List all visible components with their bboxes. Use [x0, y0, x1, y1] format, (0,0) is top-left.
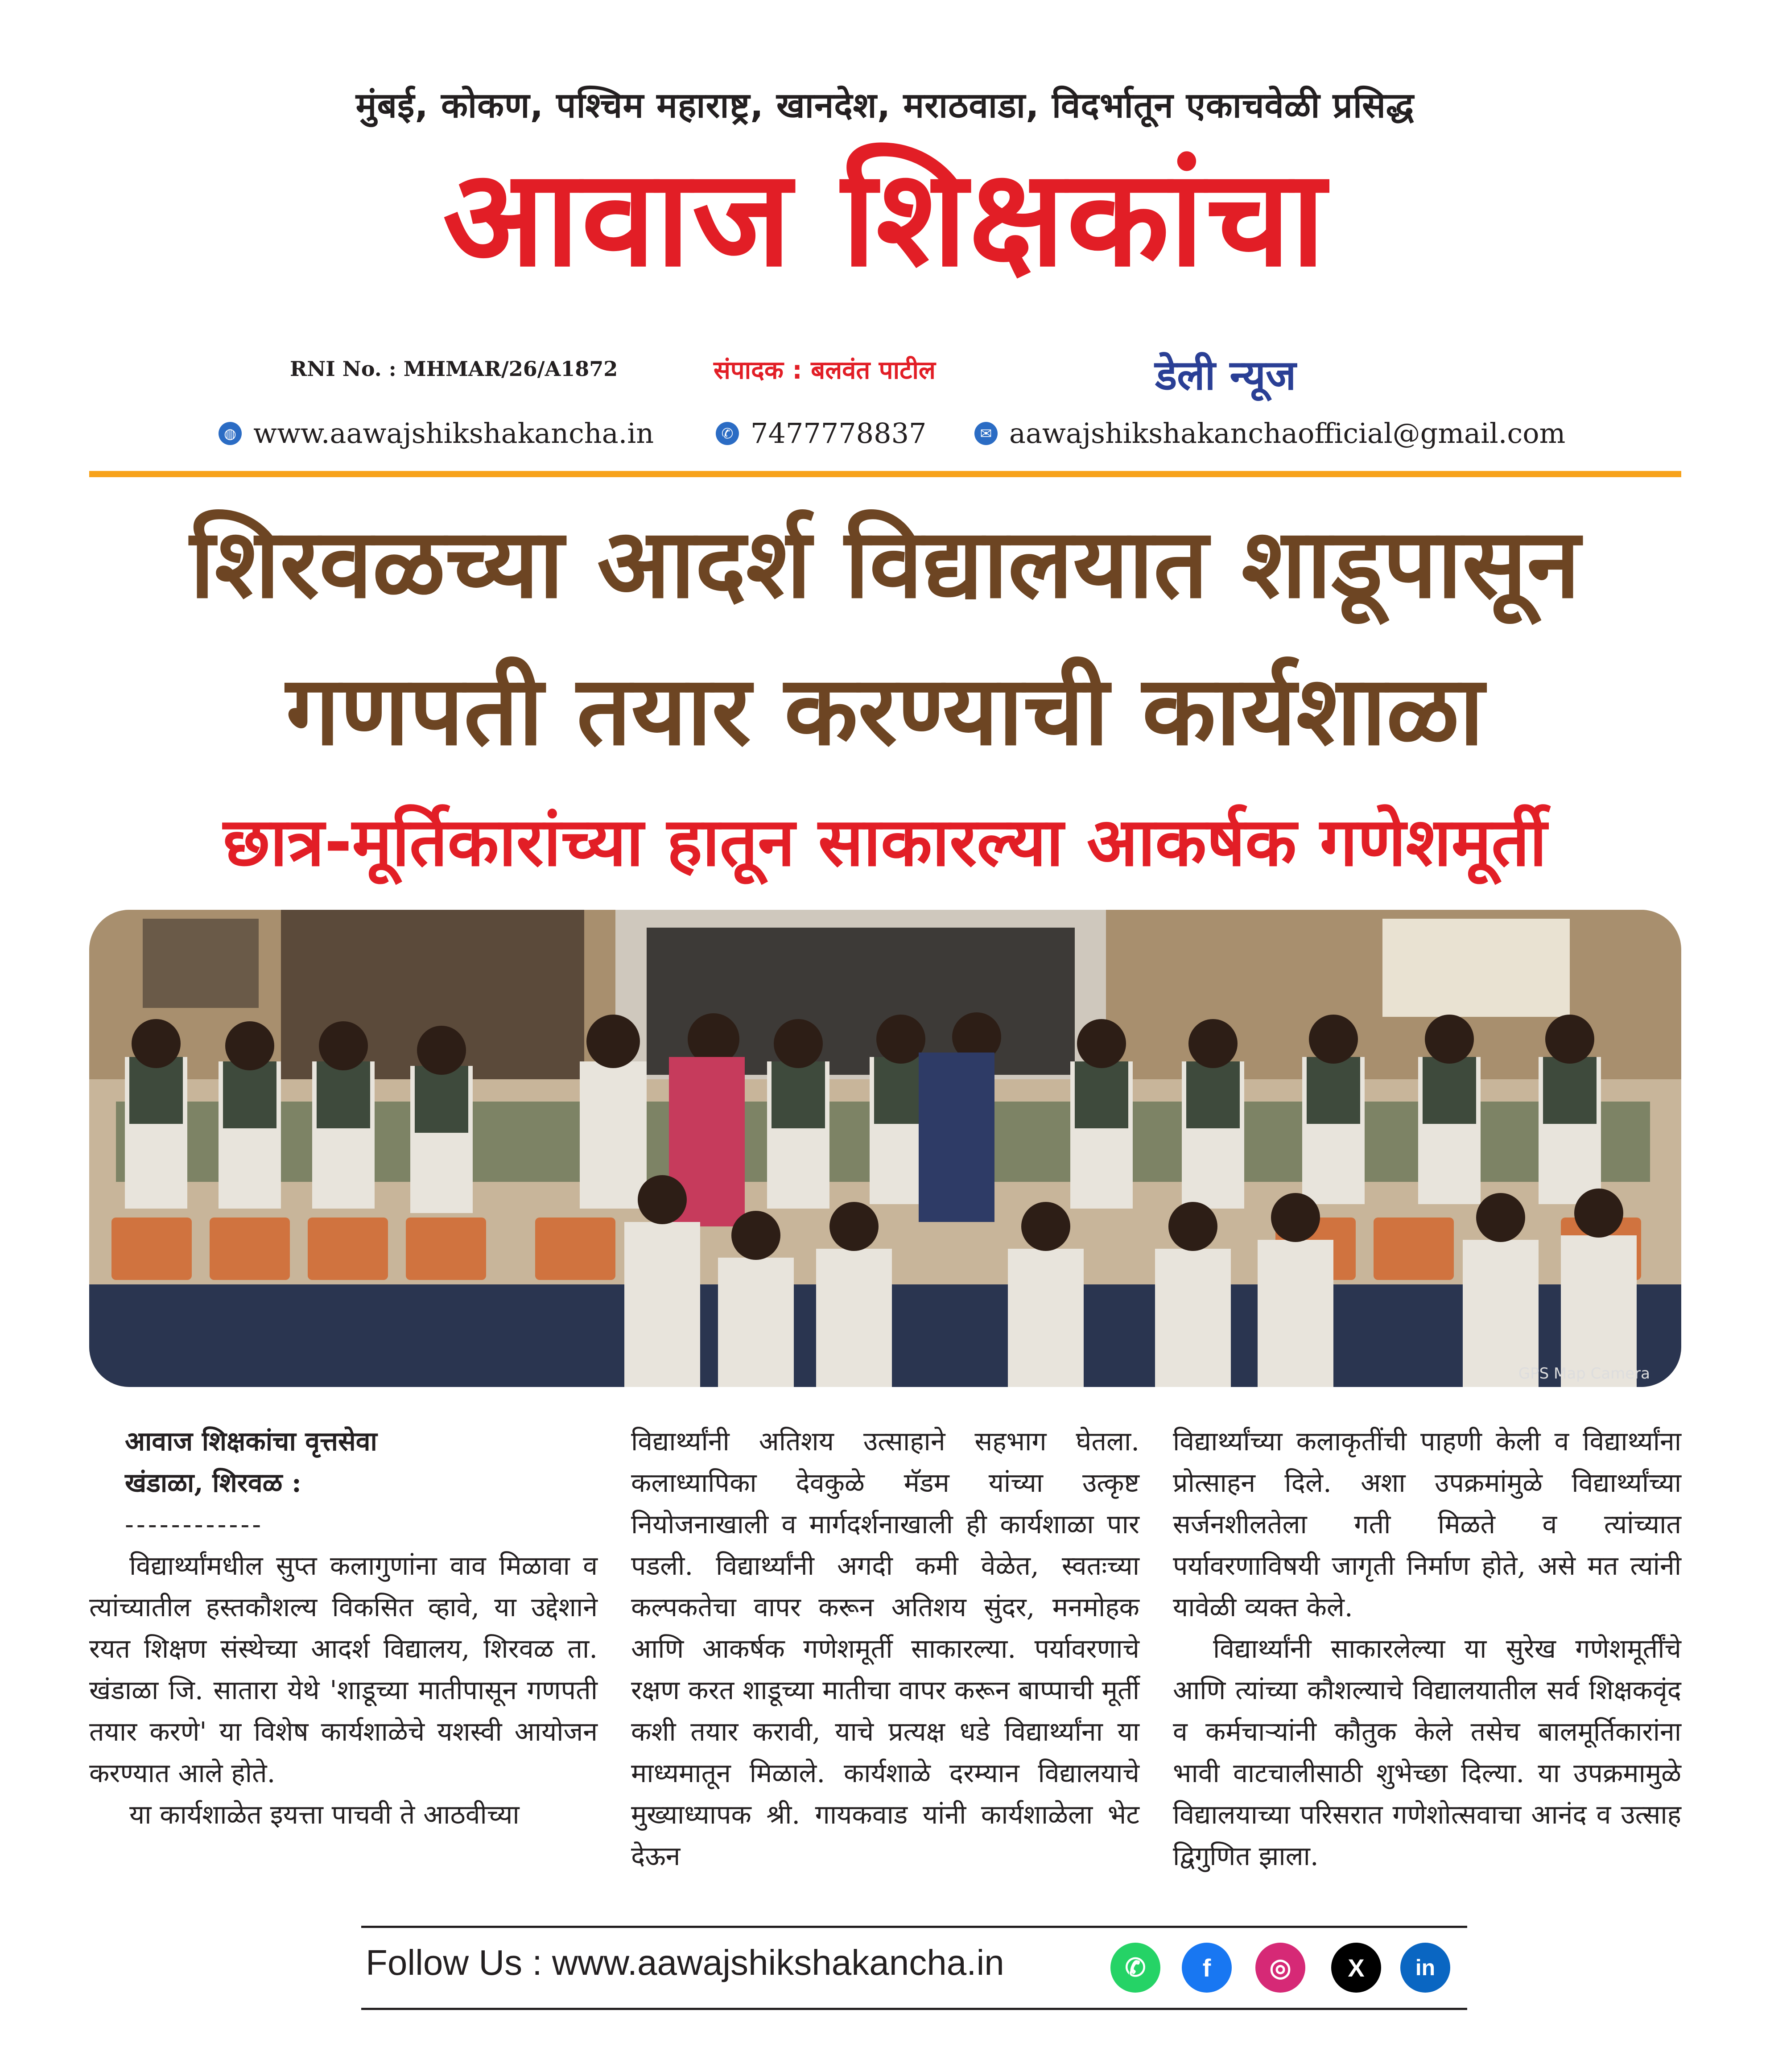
article-column-1 — [89, 1420, 598, 1835]
edition-label: डेली न्यूज — [1155, 351, 1296, 399]
phone-contact — [716, 417, 926, 450]
follow-us-text[interactable]: Follow Us : www.aawajshikshakancha.in — [366, 1943, 1004, 1982]
newspaper-title: आवाज शिक्षकांचा — [442, 140, 1328, 296]
masthead-tagline: मुंबई, कोकण, पश्चिम महाराष्ट्र, खानदेश, मराठवाडा, विदर्भातून एकाचवेळी प्रसिद्ध — [355, 86, 1415, 126]
email-link[interactable]: aawajshikshakanchaofficial@gmail.com — [1009, 417, 1566, 450]
email-contact — [974, 417, 1565, 450]
phone-icon: ✆ — [716, 422, 739, 445]
instagram-icon[interactable]: ◎ — [1255, 1943, 1305, 1993]
website-link[interactable]: www.aawajshikshakancha.in — [253, 417, 654, 450]
paragraph: विद्यार्थ्यांनी साकारलेल्या या सुरेख गणेशमूर्तींचे आणि त्यांच्या कौशल्याचे विद्यालयातील सर्व शिक्षकवृंद व कर्मचाऱ्यांनी कौतुक केले तसेच बालमूर्तिकारांना भावी वाटचालीसाठी शुभेच्छा दिल्या. या उपक्रमामुळे विद्यालयाच्या परिसरात गणेशोत्सवाचा आनंद व उत्साह द्विगुणित झाला. — [1173, 1633, 1681, 1871]
editor-credit: संपादक : बलवंत पाटील — [714, 356, 936, 385]
whatsapp-icon[interactable]: ✆ — [1110, 1943, 1160, 1993]
article-column-2 — [631, 1420, 1139, 1877]
paragraph: या कार्यशाळेत इयत्ता पाचवी ते आठवीच्या — [129, 1799, 520, 1830]
separator: ------------ — [125, 1509, 264, 1540]
linkedin-icon[interactable]: in — [1400, 1943, 1450, 1993]
footer-top-rule — [361, 1926, 1467, 1928]
subheadline: छात्र-मूर्तिकारांच्या हातून साकारल्या आकर्षक गणेशमूर्ती — [223, 804, 1547, 881]
email-icon: ✉ — [974, 422, 998, 445]
phone-number[interactable]: 7477778837 — [751, 417, 927, 450]
photo-watermark: GPS Map Camera — [1518, 1365, 1650, 1383]
globe-icon: ◍ — [219, 422, 242, 445]
byline: आवाज शिक्षकांचा वृत्तसेवा — [125, 1426, 377, 1457]
headline-line-2: गणपती तयार करण्याची कार्यशाळा — [286, 655, 1484, 767]
headline-line-1: शिरवळच्या आदर्श विद्यालयात शाडूपासून — [190, 508, 1580, 619]
footer-bottom-rule — [361, 2008, 1467, 2010]
rni-number: RNI No. : MHMAR/26/A1872 — [290, 357, 618, 381]
website-contact — [219, 417, 654, 450]
facebook-icon[interactable]: f — [1182, 1943, 1232, 1993]
photo-illustration — [89, 910, 1681, 1387]
paragraph: विद्यार्थ्यांनी अतिशय उत्साहाने सहभाग घेतला. कलाध्यापिका देवकुळे मॅडम यांच्या उत्कृष्ट नियोजनाखाली व मार्गदर्शनाखाली ही कार्यशाळा पार पडली. विद्यार्थ्यांनी अगदी कमी वेळेत, स्वतःच्या कल्पकतेचा वापर करून अतिशय सुंदर, मनमोहक आणि आकर्षक गणेशमूर्ती साकारल्या. पर्यावरणाचे रक्षण करत शाडूच्या मातीचा वापर करून बाप्पाची मूर्ती कशी तयार करावी, याचे प्रत्यक्ष धडे विद्यार्थ्यांना या माध्यमातून मिळाले. कार्यशाळे दरम्यान विद्यालयाचे मुख्याध्यापक श्री. गायकवाड यांनी कार्यशाळेला भेट देऊन — [631, 1426, 1139, 1871]
paragraph: विद्यार्थ्यांच्या कलाकृतींची पाहणी केली व विद्यार्थ्यांना प्रोत्साहन दिले. अशा उपक्रमांमुळे विद्यार्थ्यांच्या सर्जनशीलतेला गती मिळते व त्यांच्यात पर्यावरणाविषयी जागृती निर्माण होते, असे मत त्यांनी यावेळी व्यक्त केले. — [1173, 1426, 1681, 1622]
x-icon[interactable]: X — [1331, 1943, 1381, 1993]
dateline: खंडाळा, शिरवळ : — [125, 1467, 301, 1498]
paragraph: विद्यार्थ्यांमधील सुप्त कलागुणांना वाव मिळावा व त्यांच्यातील हस्तकौशल्य विकसित व्हावे, या उद्देशाने रयत शिक्षण संस्थेच्या आदर्श विद्यालय, शिरवळ ता. खंडाळा जि. सातारा येथे 'शाडूच्या मातीपासून गणपती तयार करणे' या विशेष कार्यशाळेचे यशस्वी आयोजन करण्यात आले होते. — [89, 1550, 598, 1788]
article-column-3 — [1173, 1420, 1681, 1877]
news-photo — [89, 910, 1681, 1387]
header-divider — [89, 471, 1681, 477]
